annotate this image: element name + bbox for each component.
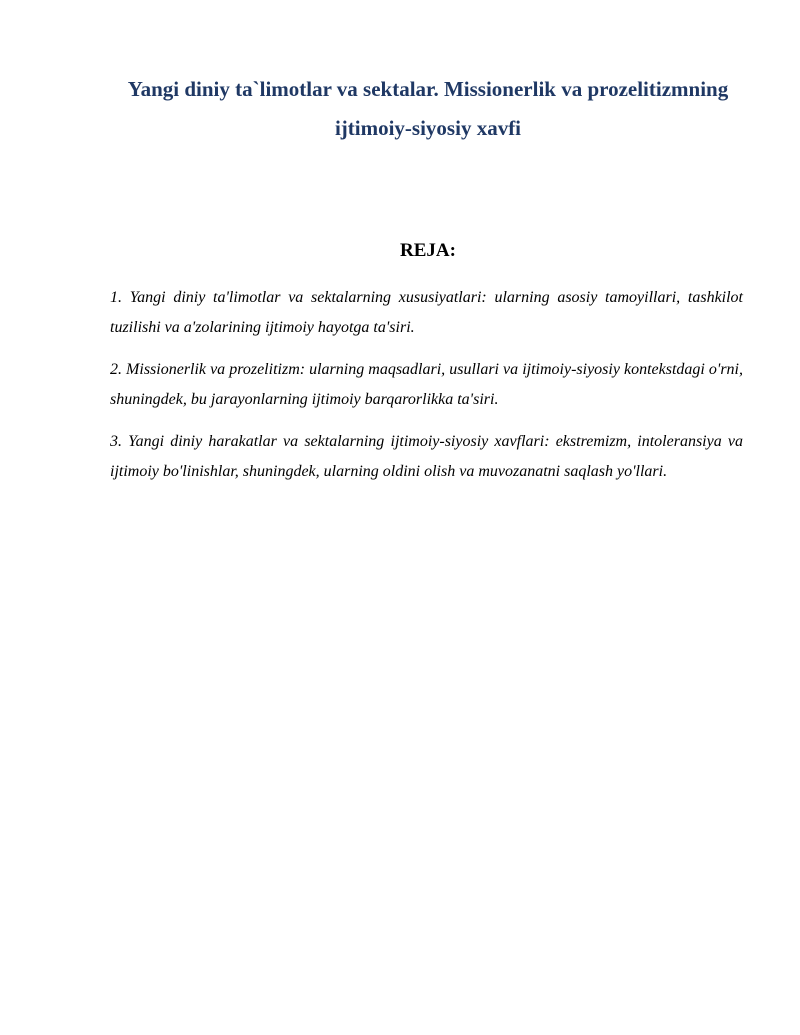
plan-item-2: 2. Missionerlik va prozelitizm: ularning maqsadlari, usullari va ijtimoiy-siyosiy kontekstdagi o'rni, shuningdek, bu jarayonlarning ijtimoiy barqarorlikka ta'siri. [110, 361, 743, 408]
plan-item-1: 1. Yangi diniy ta'limotlar va sektalarning xususiyatlari: ularning asosiy tamoyillari, tashkilot tuzilishi va a'zolarining ijtimoiy hayotga ta'siri. [110, 289, 743, 336]
plan-list [110, 283, 743, 499]
document-title: Yangi diniy ta`limotlar va sektalar. Missionerlik va prozelitizmning ijtimoiy-siyosiy xavfi [127, 77, 729, 140]
plan-item-3: 3. Yangi diniy harakatlar va sektalarning ijtimoiy-siyosiy xavflari: ekstremizm, intoleransiya va ijtimoiy bo'linishlar, shuningdek, ularning oldini olish va muvozanatni saqlash yo'llari. [110, 433, 743, 480]
plan-heading: REJA: [400, 240, 456, 261]
